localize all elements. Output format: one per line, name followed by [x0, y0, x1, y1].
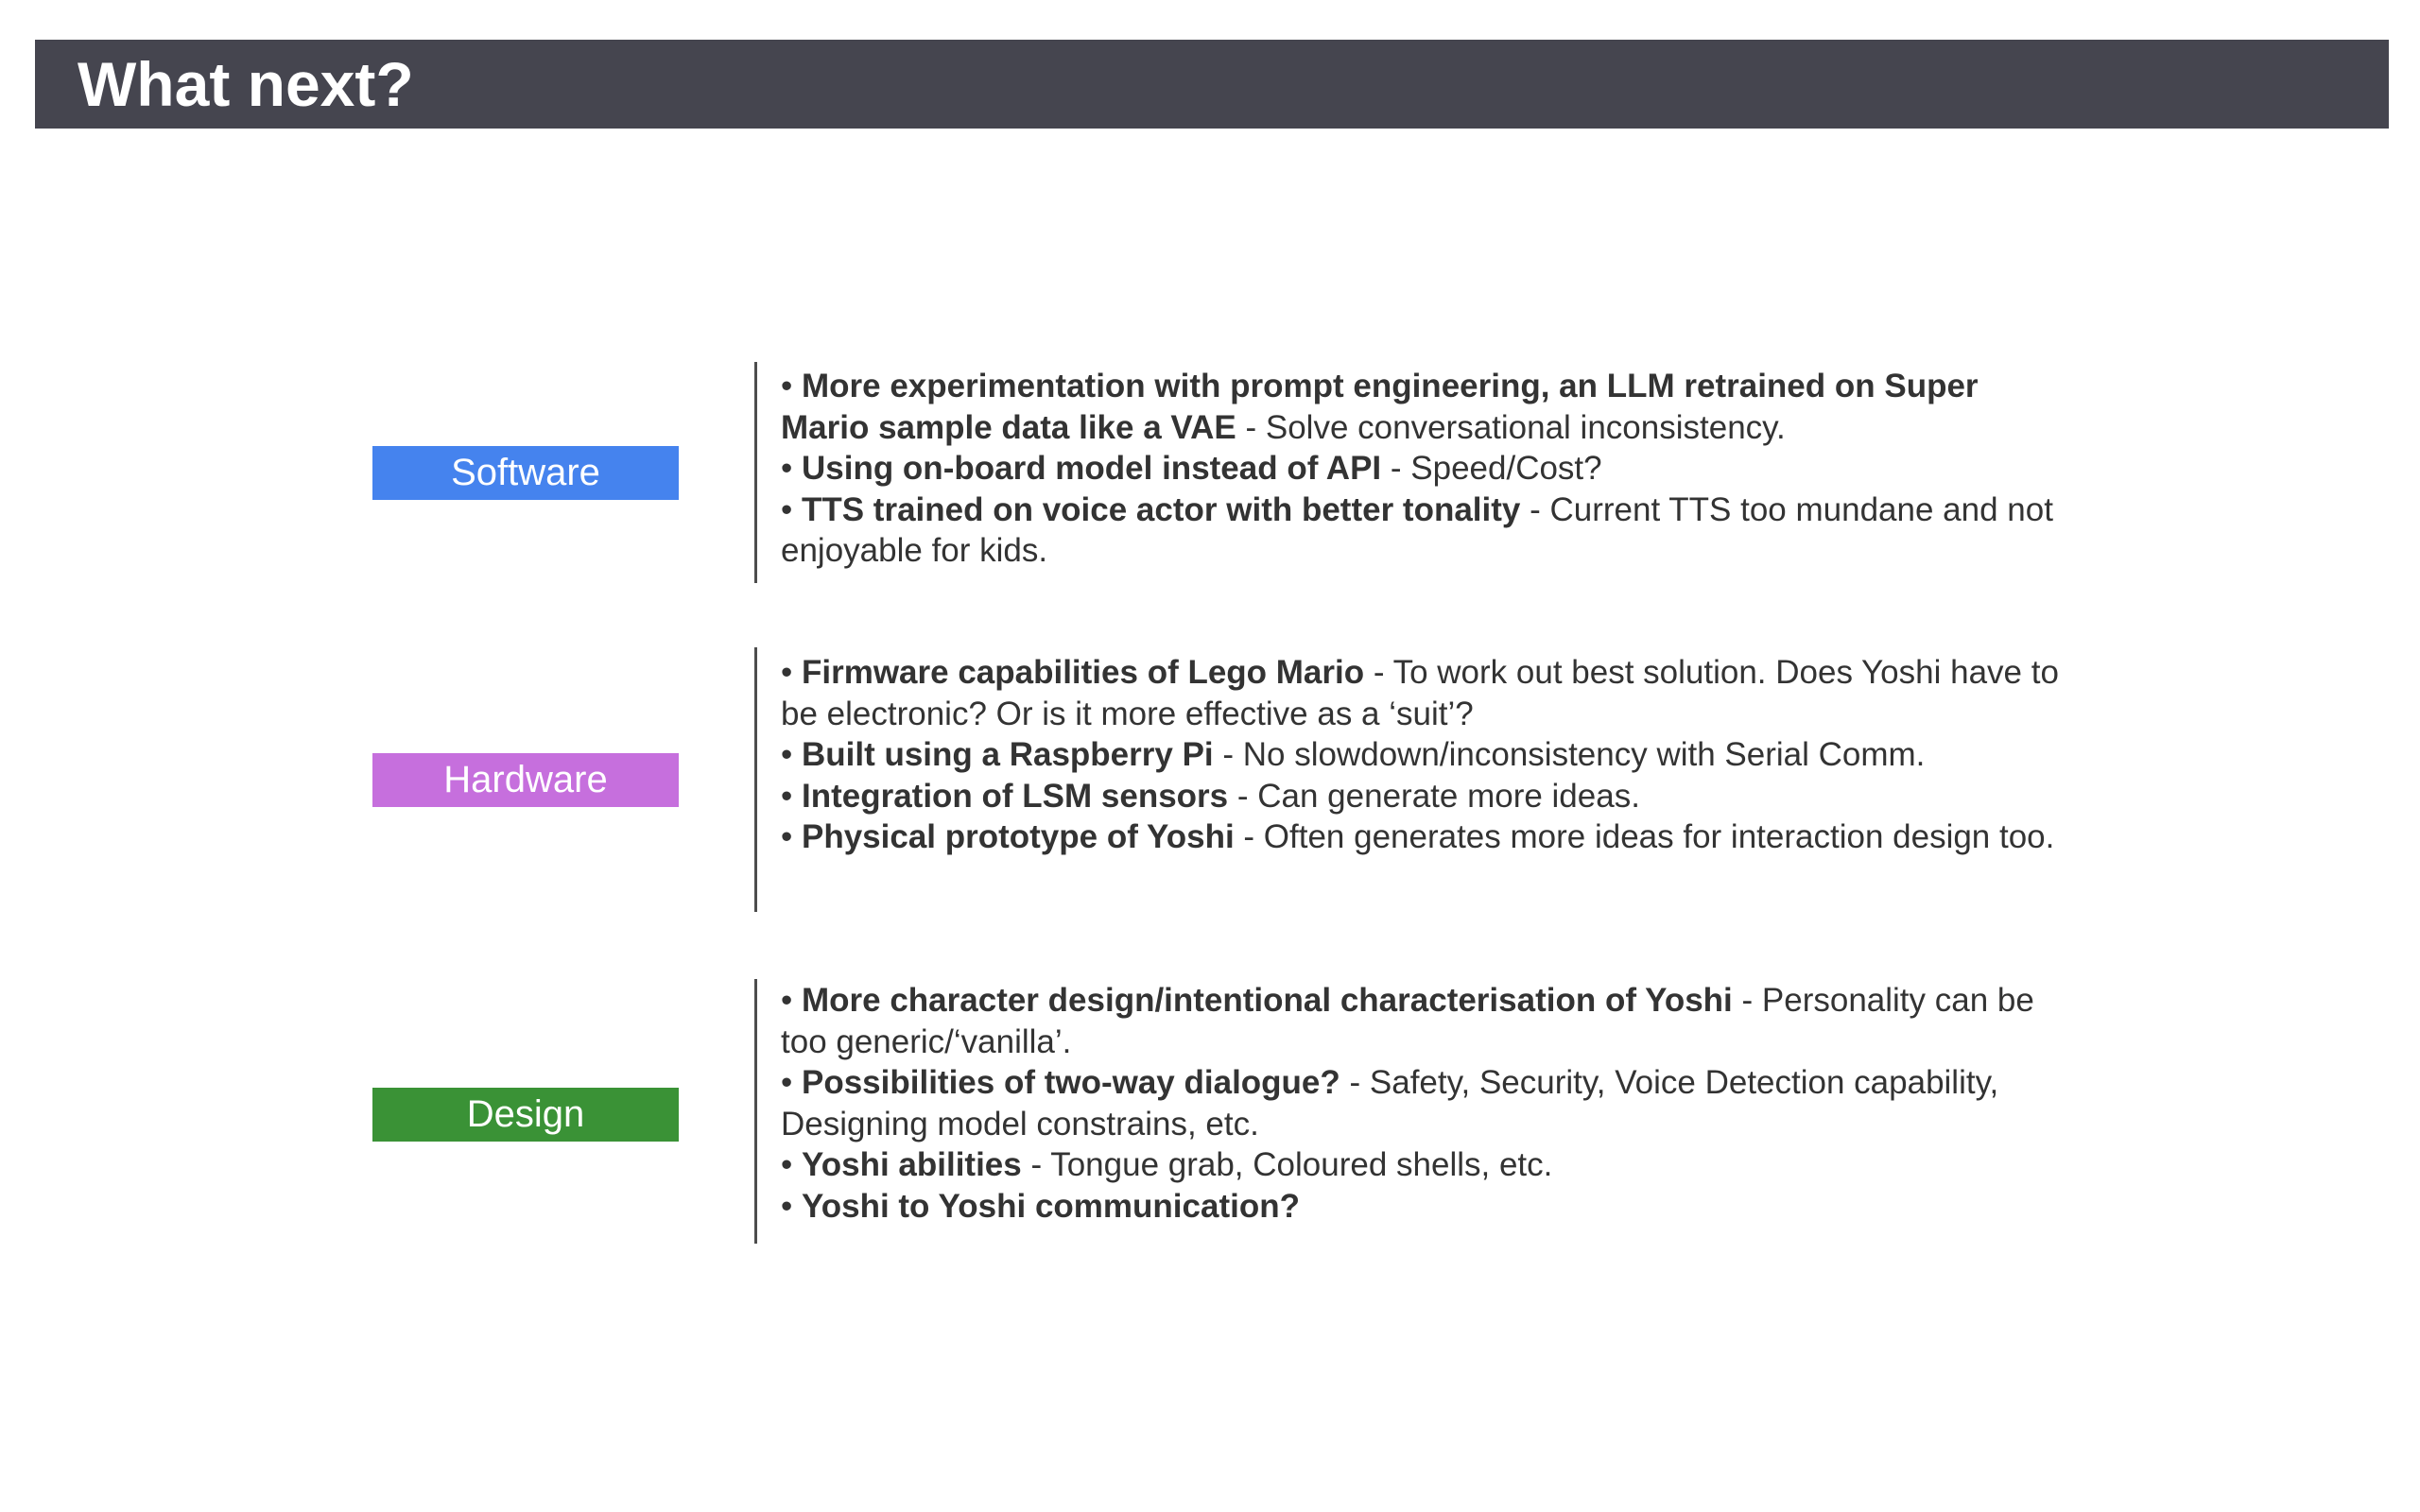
design-divider [754, 979, 757, 1244]
list-item: • More experimentation with prompt engineering, an LLM retrained on Super Mario sample data like a VAE - Solve conversational inconsistency. [781, 368, 1979, 446]
list-item: • More character design/intentional characterisation of Yoshi - Personality can be too generic/‘vanilla’. [781, 982, 2034, 1060]
design-bullet-list [781, 980, 2066, 1227]
list-item: • Using on-board model instead of API - Speed/Cost? [781, 450, 1602, 487]
design-label: Design [372, 1088, 679, 1142]
list-item: • Physical prototype of Yoshi - Often generates more ideas for interaction design too. [781, 818, 2055, 855]
list-item: • Yoshi to Yoshi communication? [781, 1187, 1300, 1225]
software-divider [754, 362, 757, 583]
hardware-label: Hardware [372, 753, 679, 807]
list-item: • Integration of LSM sensors - Can generate more ideas. [781, 777, 1640, 815]
title-bar [35, 40, 2389, 129]
page-title: What next? [78, 49, 414, 119]
list-item: • Yoshi abilities - Tongue grab, Coloured shells, etc. [781, 1146, 1553, 1183]
list-item: • Possibilities of two-way dialogue? - Safety, Security, Voice Detection capability, Designing model constrains, etc. [781, 1064, 1999, 1143]
hardware-bullet-list [781, 652, 2066, 858]
software-label: Software [372, 446, 679, 500]
software-bullet-list [781, 366, 2066, 572]
list-item: • TTS trained on voice actor with better tonality - Current TTS too mundane and not enjoyable for kids. [781, 490, 2053, 569]
list-item: • Built using a Raspberry Pi - No slowdown/inconsistency with Serial Comm. [781, 736, 1926, 773]
list-item: • Firmware capabilities of Lego Mario - To work out best solution. Does Yoshi have to be electronic? Or is it more effective as a ‘suit’? [781, 654, 2059, 732]
hardware-divider [754, 647, 757, 912]
